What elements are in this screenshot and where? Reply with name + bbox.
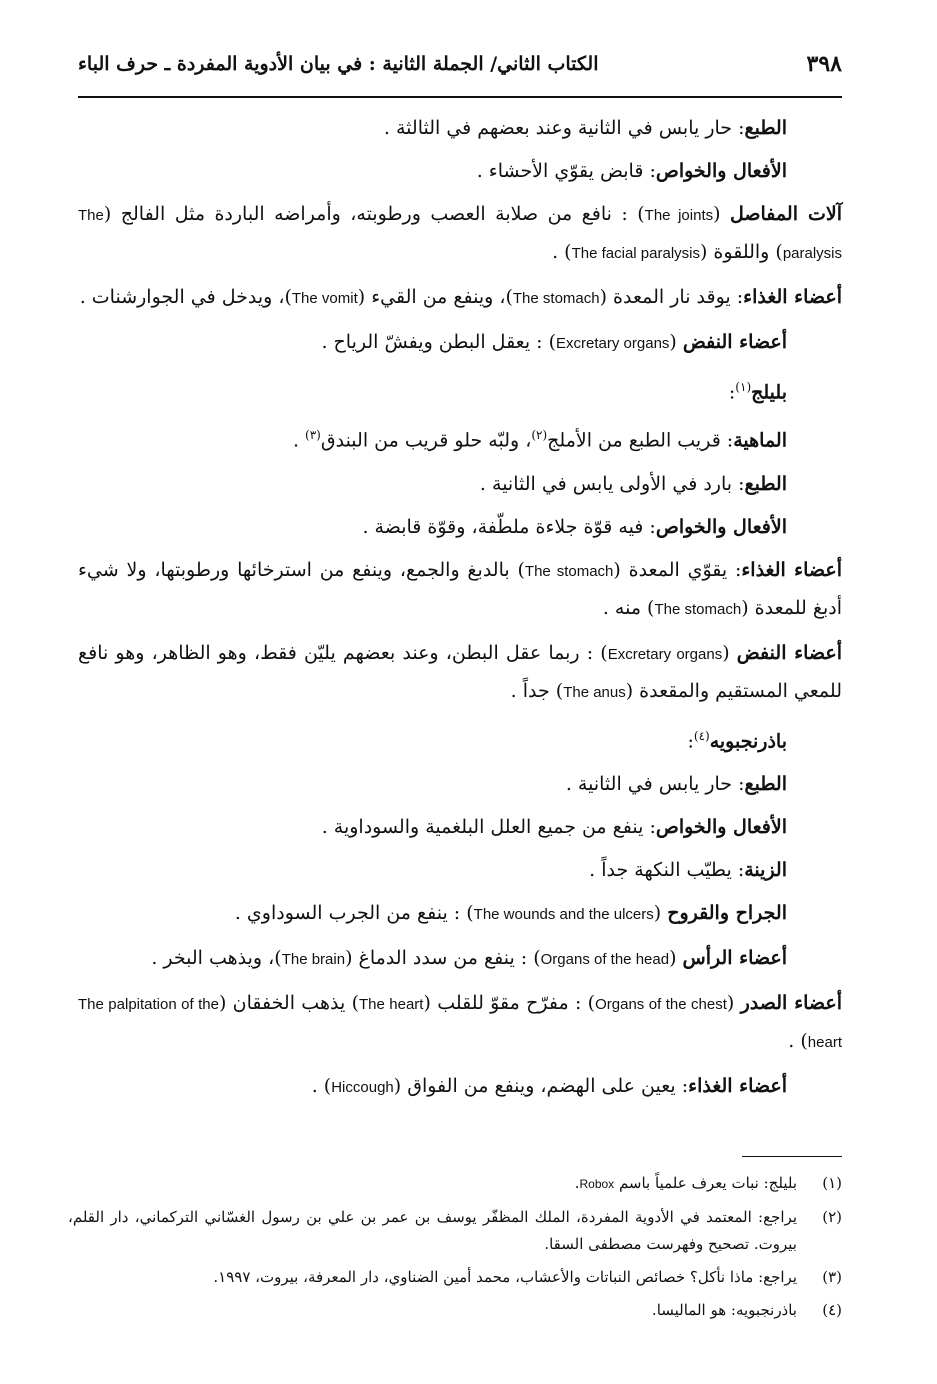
paragraph-text: :: [728, 381, 736, 404]
footnote-number: (٢): [822, 1208, 842, 1226]
footnote-number: (٣): [822, 1268, 842, 1286]
paragraph-term: أعضاء النفض: [736, 641, 843, 664]
paragraph-text: ) .: [552, 241, 572, 263]
paragraph: [78, 1068, 842, 1106]
paragraph-term: أعضاء الغذاء: [743, 286, 842, 308]
paragraph: [78, 895, 842, 933]
paragraph: [78, 985, 842, 1061]
footnote-ref[interactable]: (٢): [531, 428, 548, 443]
paragraph-term: أعضاء النفض: [682, 331, 787, 353]
paragraph-text: ) واللقوة (: [699, 241, 783, 263]
footnote-text: [68, 1170, 797, 1198]
footnote-ref[interactable]: (١): [735, 380, 752, 394]
paragraph-text: (: [713, 203, 730, 225]
footnote-text: [68, 1264, 797, 1291]
paragraph: [78, 466, 842, 502]
paragraph: [78, 417, 842, 458]
english-term: Hiccough: [331, 1078, 394, 1096]
footnote: [68, 1264, 842, 1291]
paragraph-text: : بارد في الأولى يابس في الثانية .: [479, 472, 745, 495]
english-term: The joints: [644, 207, 714, 224]
paragraph-term: بليلج: [751, 381, 787, 404]
paragraph-term: أعضاء الرأس: [682, 946, 787, 969]
english-term: The stomach: [524, 562, 614, 580]
footnote: [68, 1204, 842, 1258]
paragraph-text: ) يذهب الخفقان (: [218, 991, 359, 1014]
paragraph-term: الطبع: [744, 772, 787, 795]
paragraph-text: (: [726, 991, 741, 1014]
english-term: Organs of the head: [540, 950, 670, 968]
paragraph-term: الطبع: [744, 117, 787, 139]
paragraph: [78, 635, 842, 711]
footnote-body: يراجع: ماذا نأكل؟ خصائص النباتات والأعشاب، محمد أمين الضناوي، دار المعرفة، بيروت، ١٩٩٧.: [213, 1268, 797, 1286]
paragraph-text: ) .: [788, 1029, 808, 1052]
english-term: The wounds and the ulcers: [473, 905, 654, 923]
english-term: The vomit: [291, 290, 358, 307]
paragraph-term: الماهية: [733, 429, 787, 452]
paragraph-text: )، ويدخل في الجوارشنات .: [79, 286, 292, 308]
english-term: The facial paralysis: [571, 245, 700, 262]
paragraph: [78, 153, 842, 189]
footnotes: [68, 1170, 842, 1330]
paragraph-term: أعضاء الغذاء: [741, 558, 842, 581]
english-term: The brain: [281, 950, 346, 968]
running-header: [78, 44, 842, 84]
english-term: The heart: [358, 995, 424, 1013]
english-term: The stomach: [512, 290, 600, 307]
english-term: The anus: [563, 683, 626, 701]
footnote-body: بليلج: نبات يعرف علمياً باسم: [614, 1174, 797, 1192]
paragraph-text: ) : نافع من صلابة العصب ورطوبته، وأمراضه الباردة مثل الفالج (: [103, 203, 645, 225]
english-term: Excretary organs: [556, 335, 670, 352]
header-rule: [78, 96, 842, 98]
english-term: The palpitation of the heart: [78, 995, 842, 1051]
paragraph: [78, 852, 842, 888]
footnote-ref[interactable]: (٣): [305, 428, 321, 443]
paragraph-text: : حار يابس في الثانية .: [565, 772, 745, 795]
paragraph-text: : قريب الطبع من الأملج: [547, 429, 734, 452]
paragraph-term: الزينة: [744, 858, 787, 881]
footnote-body: يراجع: المعتمد في الأدوية المفردة، الملك المظفّر يوسف بن عمر بن علي بن رسول الغسّاني التركماني، دار القلم، بيروت. تصحيح وفهرست مصطفى السقا.: [68, 1208, 797, 1253]
paragraph-text: ) : ينفع من سدد الدماغ (: [345, 946, 541, 969]
paragraph-term: الأفعال والخواص: [655, 515, 787, 538]
paragraph: [78, 718, 842, 759]
footnote-english: Robox: [579, 1177, 615, 1191]
paragraph-text: .: [292, 429, 306, 452]
page-number: ٣٩٨: [806, 51, 842, 77]
paragraph: [78, 766, 842, 802]
paragraph: [78, 509, 842, 545]
paragraph-text: ، ولبّه حلو قريب من البندق: [320, 429, 532, 452]
paragraph-term: أعضاء الغذاء: [688, 1074, 787, 1097]
paragraph-text: : يوقد نار المعدة (: [599, 286, 744, 308]
paragraph-term: الأفعال والخواص: [655, 815, 787, 838]
paragraph-text: : حار يابس في الثانية وعند بعضهم في الثالثة .: [383, 117, 745, 139]
footnote-text: [68, 1297, 797, 1324]
paragraph-text: ) .: [311, 1074, 332, 1097]
english-term: Excretary organs: [607, 645, 723, 663]
paragraph-text: : يعين على الهضم، وينفع من الفواق (: [393, 1074, 689, 1097]
footnote-end: .: [574, 1174, 580, 1192]
footnote: [68, 1170, 842, 1198]
paragraph-text: ) : ربما عقل البطن، وعند بعضهم يليّن فقط، وهو الظاهر، وهو نافع للمعي المستقيم والمقعدة (: [78, 641, 842, 702]
paragraph-text: (: [722, 641, 737, 664]
footnote-number: (١): [822, 1174, 842, 1192]
paragraph-text: ) جداً .: [510, 679, 564, 702]
paragraph-text: (: [653, 901, 668, 924]
paragraph-term: آلات المفاصل: [730, 203, 843, 225]
header-title: الكتاب الثاني/ الجملة الثانية : في بيان الأدوية المفردة ـ حرف الباء: [78, 53, 599, 75]
paragraph-text: )، وينفع من القيء (: [357, 286, 513, 308]
paragraph-text: ) : مفرّح مقوّ للقلب (: [423, 991, 596, 1014]
footnote-number: (٤): [822, 1301, 842, 1319]
footnote: [68, 1297, 842, 1324]
paragraph: [78, 279, 842, 317]
paragraph-text: )، ويذهب البخر .: [151, 946, 282, 969]
paragraph: [78, 110, 842, 146]
paragraph-text: ) : يعقل البطن ويفشّ الرياح .: [321, 331, 557, 353]
footnote-ref[interactable]: (٤): [693, 728, 710, 743]
paragraph-term: أعضاء الصدر: [740, 991, 843, 1014]
paragraph-text: : يطيّب النكهة جداً .: [589, 858, 745, 881]
paragraph: [78, 552, 842, 628]
paragraph-term: باذرنجبويه: [709, 729, 787, 752]
paragraph-text: : ينفع من جميع العلل البلغمية والسوداوية .: [321, 815, 656, 838]
paragraph-term: الطبع: [744, 472, 787, 495]
main-text: [78, 110, 842, 1113]
paragraph: [78, 324, 842, 362]
paragraph: [78, 369, 842, 410]
paragraph: [78, 196, 842, 272]
paragraph-text: : يقوّي المعدة (: [613, 558, 742, 581]
paragraph-text: (: [669, 331, 683, 353]
footnote-rule: [742, 1156, 842, 1157]
footnote-body: باذرنجبويه: هو الماليسا.: [651, 1301, 797, 1319]
paragraph: [78, 940, 842, 978]
paragraph-text: ) بالدبغ والجمع، وينفع من استرخائها ورطوبتها، ولا شيء أدبغ للمعدة (: [78, 558, 842, 619]
paragraph-term: الأفعال والخواص: [655, 160, 787, 182]
paragraph-text: :: [687, 729, 694, 752]
english-term: The stomach: [654, 600, 742, 618]
paragraph-term: الجراح والقروح: [667, 901, 787, 924]
paragraph-text: ) منه .: [602, 596, 655, 619]
paragraph: [78, 809, 842, 845]
paragraph-text: (: [669, 946, 683, 969]
english-term: The paralysis: [78, 207, 842, 262]
paragraph-text: ) : ينفع من الجرب السوداوي .: [234, 901, 474, 924]
footnote-text: [68, 1204, 797, 1258]
english-term: Organs of the chest: [595, 995, 727, 1013]
paragraph-text: : فيه قوّة جلاءة ملطّفة، وقوّة قابضة .: [362, 515, 656, 538]
paragraph-text: : قابض يقوّي الأحشاء .: [476, 160, 656, 182]
